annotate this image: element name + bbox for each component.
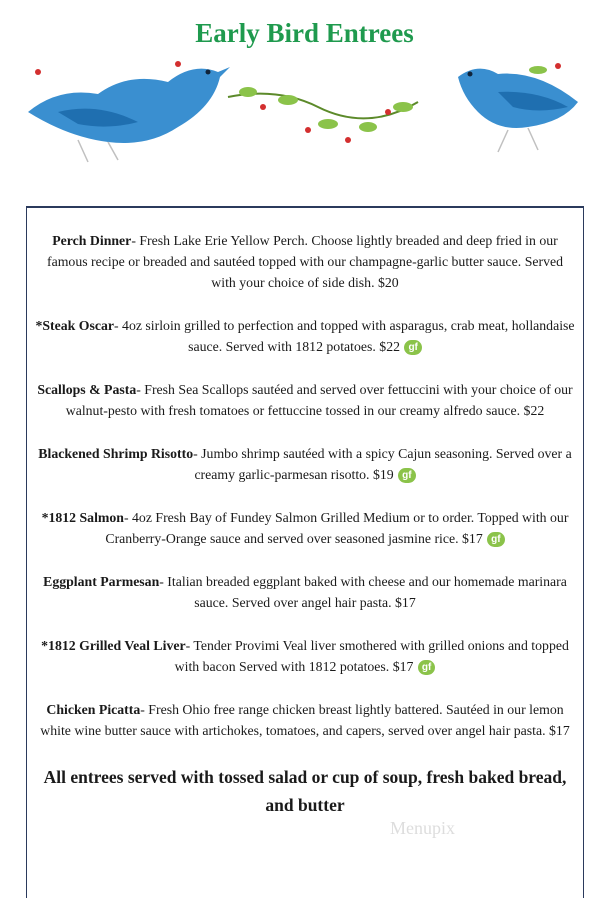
entry-list xyxy=(35,230,575,819)
footer-note: All entrees served with tossed salad or cup of soup, fresh baked bread, and butter xyxy=(43,767,567,815)
entry-description: - Fresh Sea Scallops sautéed and served over fettuccini with your choice of our walnut-pesto with fresh tomatoes or fettuccine tossed in our creamy alfredo sauce. $22 xyxy=(65,382,573,418)
menu-entry xyxy=(35,230,575,293)
menu-entry xyxy=(35,699,575,741)
gf-badge: gf xyxy=(487,532,504,547)
entry-name: Blackened Shrimp Risotto xyxy=(38,446,194,461)
entry-description: - Jumbo shrimp sautéed with a spicy Cajun seasoning. Served over a creamy garlic-parmesan risotto. $19 xyxy=(193,446,572,482)
gf-badge: gf xyxy=(398,468,415,483)
menu-entry xyxy=(35,507,575,549)
bird-icon xyxy=(28,67,230,162)
entry-name: Eggplant Parmesan xyxy=(43,574,160,589)
vine-icon xyxy=(228,87,418,143)
entry-name: *Steak Oscar xyxy=(35,318,115,333)
menu-entry xyxy=(35,571,575,613)
entry-description: - Tender Provimi Veal liver smothered with grilled onions and topped with bacon Served with 1812 potatoes. $17 xyxy=(174,638,569,674)
entry-name: Perch Dinner xyxy=(52,233,132,248)
entry-description: - Fresh Lake Erie Yellow Perch. Choose lightly breaded and deep fried in our famous recipe or breaded and sautéed topped with our champagne-garlic butter sauce. Served with your choice of side dish. $20 xyxy=(46,233,564,290)
menu-entry xyxy=(35,443,575,485)
menu-entry xyxy=(35,635,575,677)
bird-icon xyxy=(458,69,578,152)
menu-box xyxy=(26,206,584,898)
watermark: Menupix xyxy=(390,818,455,838)
menu-entry xyxy=(35,379,575,421)
bird-banner xyxy=(18,52,593,164)
entry-description: - 4oz sirloin grilled to perfection and topped with asparagus, crab meat, hollandaise sauce. Served with 1812 potatoes. $22 xyxy=(114,318,575,354)
entry-name: Chicken Picatta xyxy=(46,702,141,717)
entry-name: *1812 Grilled Veal Liver xyxy=(41,638,186,653)
entry-description: - Italian breaded eggplant baked with cheese and our homemade marinara sauce. Served over angel hair pasta. $17 xyxy=(159,574,567,610)
entry-description: - 4oz Fresh Bay of Fundey Salmon Grilled Medium or to order. Topped with our Cranberry-Orange sauce and served over seasoned jasmine rice. $17 xyxy=(105,510,569,546)
menu-entry xyxy=(35,315,575,357)
gf-badge: gf xyxy=(404,340,421,355)
entry-name: Scallops & Pasta xyxy=(37,382,137,397)
gf-badge: gf xyxy=(418,660,435,675)
entry-name: *1812 Salmon xyxy=(41,510,124,525)
entry-description: - Fresh Ohio free range chicken breast lightly battered. Sautéed in our lemon white wine butter sauce with artichokes, tomatoes, and capers, served over angel hair pasta. $17 xyxy=(40,702,570,738)
page-title: Early Bird Entrees xyxy=(195,18,414,48)
